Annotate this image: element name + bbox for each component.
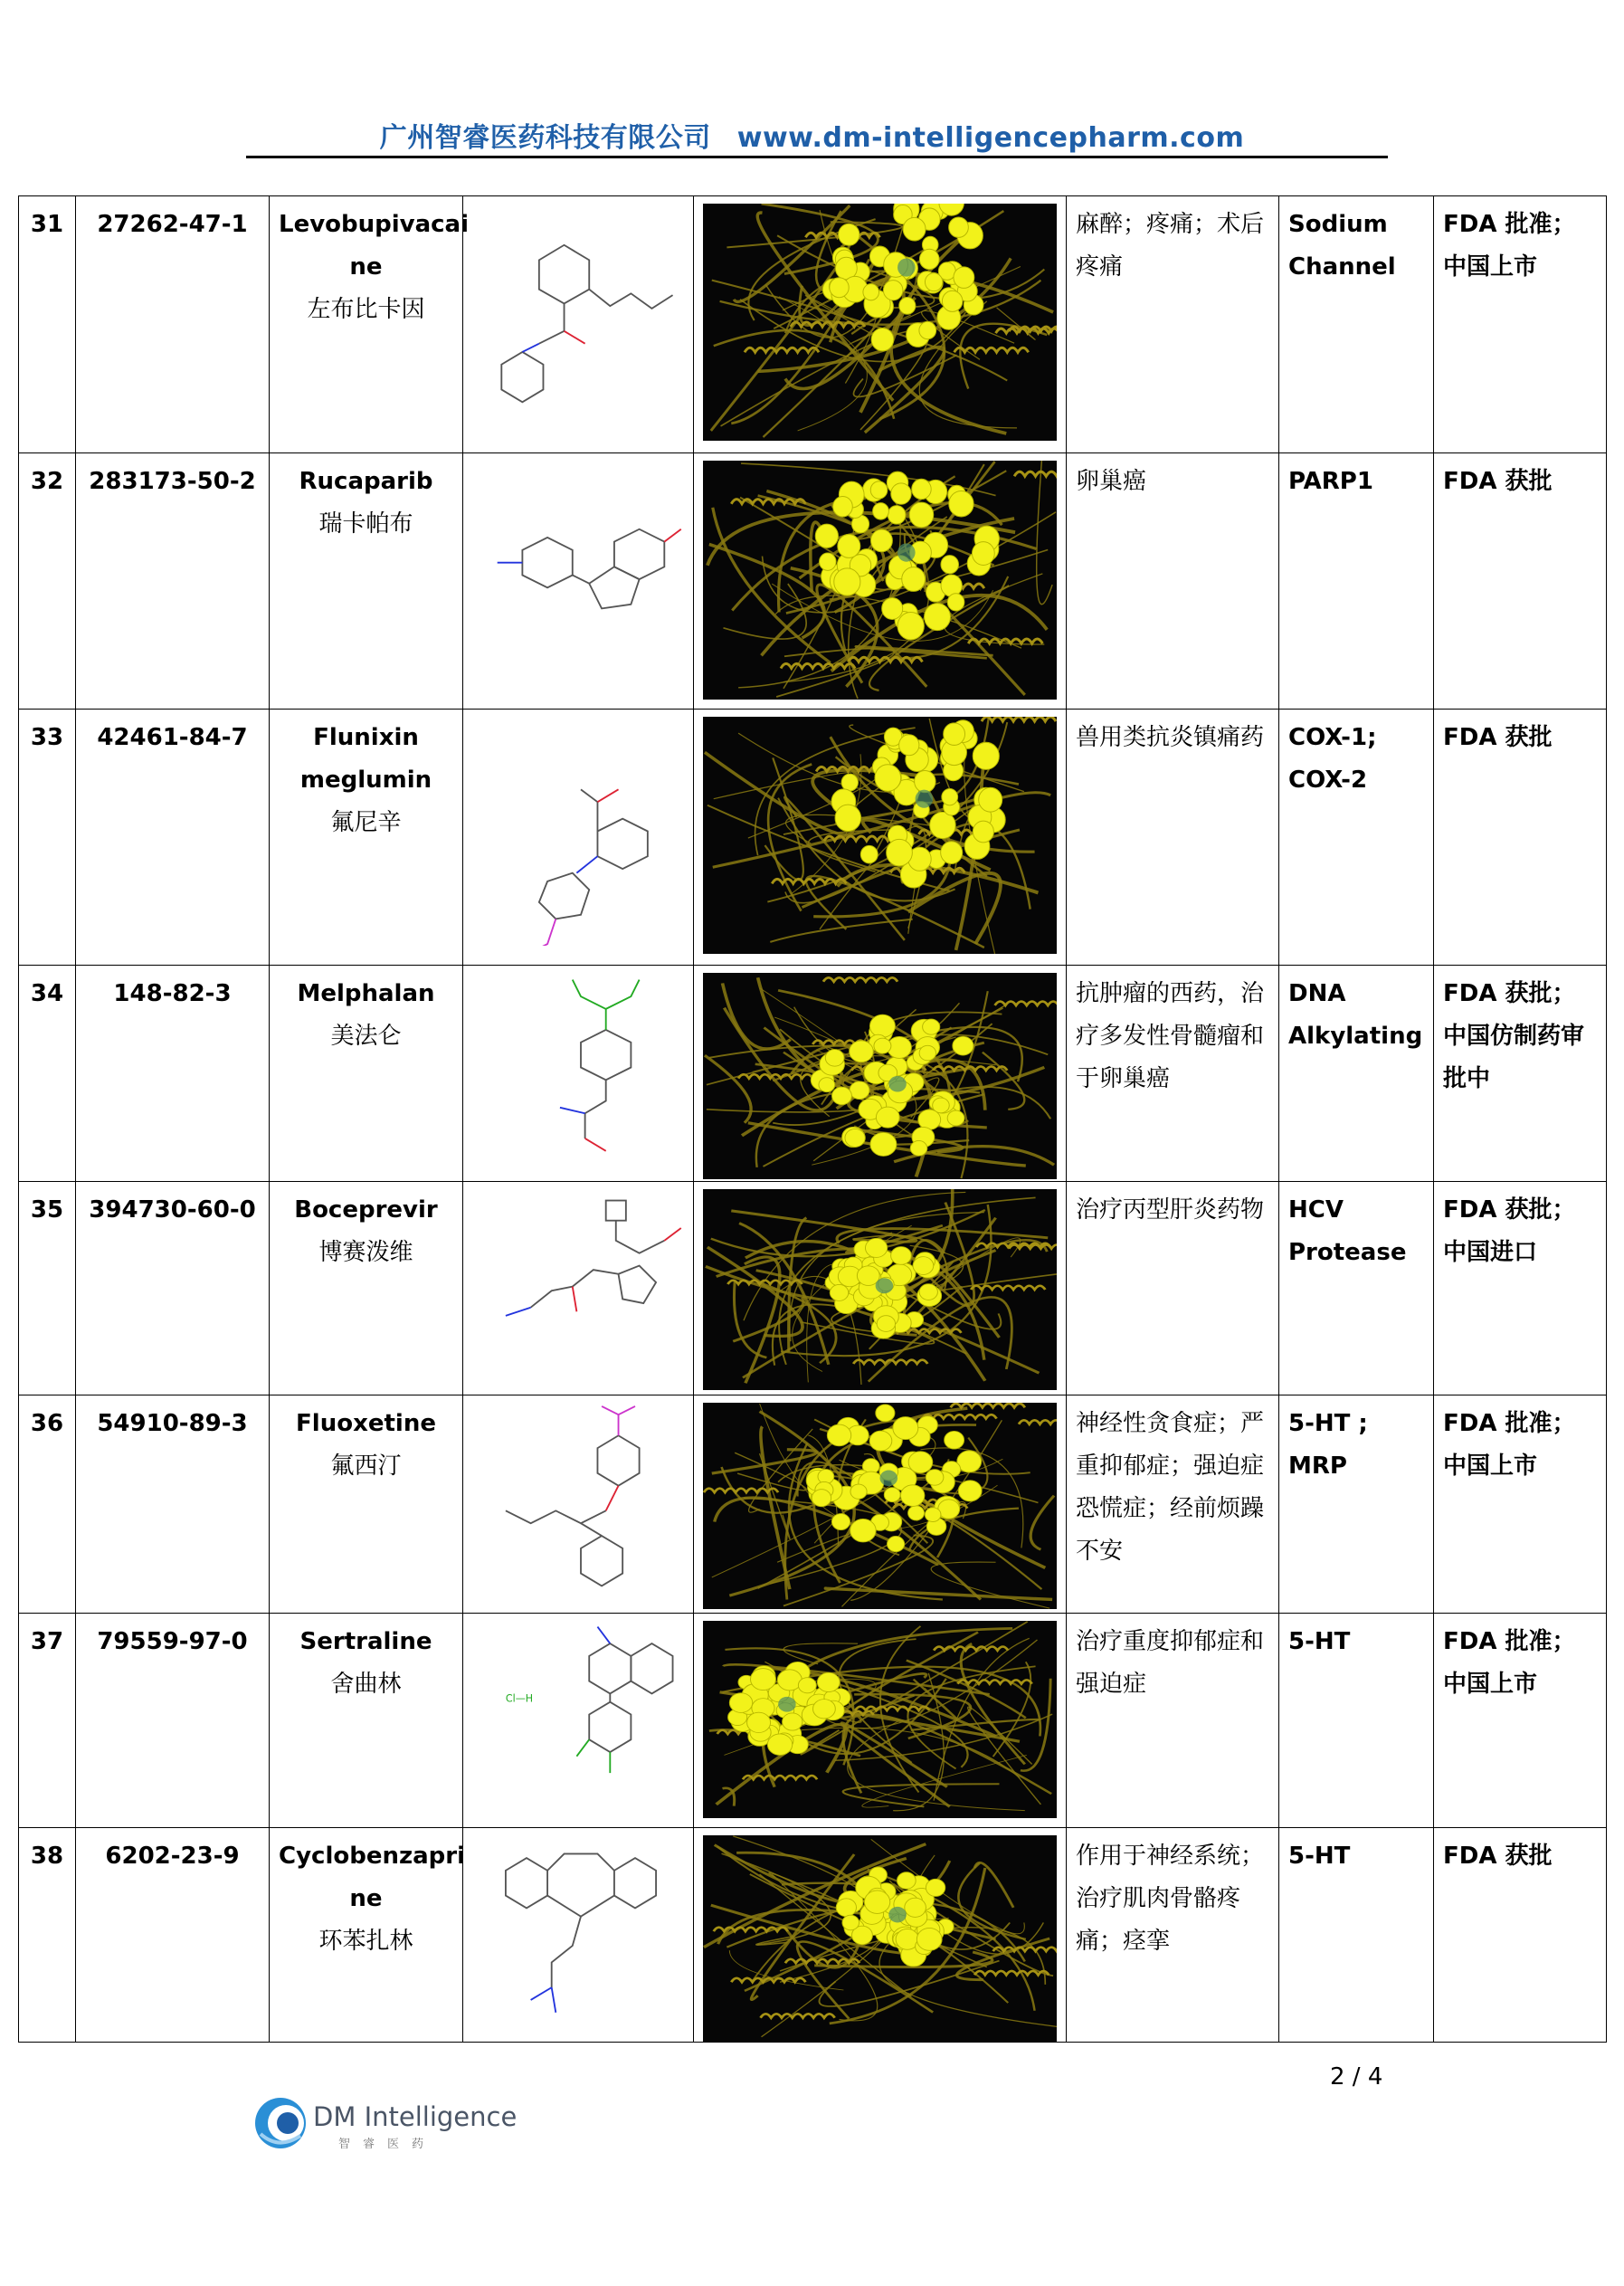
chemical-structure-image: [472, 717, 689, 946]
indication: 卵巢癌: [1067, 453, 1279, 710]
structure-cell: [463, 966, 694, 1182]
drug-name-en: Rucaparib: [299, 468, 433, 495]
structure-cell: [463, 1614, 694, 1828]
table-row: [19, 966, 1607, 1182]
company-website[interactable]: www.dm-intelligencepharm.com: [736, 122, 1245, 154]
drug-name-cn: 氟尼辛: [330, 809, 402, 836]
approval-status: FDA 批准；中国上市: [1434, 196, 1607, 453]
structure-cell: [463, 1395, 694, 1614]
docking-cell: [694, 196, 1067, 453]
page-number: 2 / 4: [1330, 2063, 1383, 2091]
drug-name-cn: 舍曲林: [330, 1671, 402, 1698]
structure-cell: [463, 1182, 694, 1395]
chemical-structure-image: [472, 204, 689, 433]
docking-image: [703, 1189, 1057, 1390]
drug-name-cell: [270, 1395, 463, 1614]
logo-text-cn: 智睿医药: [338, 2138, 437, 2151]
indication: 作用于神经系统；治疗肌肉骨骼疼痛；痉挛: [1067, 1828, 1279, 2043]
drug-name-en-cont: ne: [349, 1885, 383, 1912]
table-row: [19, 1828, 1607, 2043]
target: PARP1: [1279, 453, 1434, 710]
approval-status: FDA 批准；中国上市: [1434, 1395, 1607, 1614]
drug-name-en: Boceprevir: [294, 1196, 438, 1224]
svg-text:Cl—H: Cl—H: [505, 1692, 534, 1705]
company-logo: [252, 2092, 523, 2156]
page-header: [0, 115, 1624, 155]
target: Sodium Channel: [1279, 196, 1434, 453]
chemical-structure-image: [472, 1189, 689, 1376]
row-number: 36: [19, 1395, 76, 1614]
row-number: 38: [19, 1828, 76, 2043]
target: 5-HT: [1279, 1614, 1434, 1828]
docking-cell: [694, 1395, 1067, 1614]
target: HCV Protease: [1279, 1182, 1434, 1395]
drug-name-cell: [270, 966, 463, 1182]
docking-cell: [694, 1614, 1067, 1828]
docking-image: [703, 1621, 1057, 1818]
docking-image: [703, 717, 1057, 954]
table-row: [19, 1395, 1607, 1614]
row-number: 33: [19, 710, 76, 966]
docking-cell: [694, 453, 1067, 710]
logo-text-en: DM Intelligence: [313, 2101, 518, 2132]
approval-status: FDA 获批: [1434, 453, 1607, 710]
table-row: [19, 196, 1607, 453]
drug-name-en: Levobupivacai: [279, 211, 470, 238]
cas-number: 79559-97-0: [76, 1614, 270, 1828]
row-number: 35: [19, 1182, 76, 1395]
target: 5-HT ; MRP: [1279, 1395, 1434, 1614]
drug-table: [18, 195, 1607, 2043]
drug-name-cell: [270, 1182, 463, 1395]
docking-cell: [694, 1182, 1067, 1395]
chemical-structure-image: [472, 1621, 689, 1808]
chemical-structure-image: [472, 973, 689, 1162]
structure-cell: [463, 453, 694, 710]
row-number: 34: [19, 966, 76, 1182]
cas-number: 394730-60-0: [76, 1182, 270, 1395]
drug-name-cell: [270, 196, 470, 453]
approval-status: FDA 获批；中国进口: [1434, 1182, 1607, 1395]
company-name: 广州智睿医药科技有限公司: [379, 122, 711, 154]
approval-status: FDA 获批: [1434, 1828, 1607, 2043]
drug-name-cell: [270, 1828, 463, 2043]
target: COX-1; COX-2: [1279, 710, 1434, 966]
docking-image: [703, 973, 1057, 1179]
drug-name-en: Flunixin: [313, 724, 419, 751]
docking-cell: [694, 966, 1067, 1182]
cas-number: 54910-89-3: [76, 1395, 270, 1614]
drug-name-cn: 美法仑: [330, 1023, 402, 1050]
approval-status: FDA 获批: [1434, 710, 1607, 966]
drug-name-cell: [270, 710, 463, 966]
drug-name-cn: 氟西汀: [330, 1453, 402, 1480]
docking-image: [703, 1835, 1057, 2042]
docking-cell: [694, 710, 1067, 966]
docking-image: [703, 204, 1057, 441]
drug-name-cell: [270, 1614, 463, 1828]
drug-name-en: Cyclobenzapri: [279, 1843, 465, 1870]
drug-name-cn: 瑞卡帕布: [318, 510, 413, 538]
indication: 治疗丙型肝炎药物: [1067, 1182, 1279, 1395]
indication: 治疗重度抑郁症和强迫症: [1067, 1614, 1279, 1828]
indication: 神经性贪食症；严重抑郁症；强迫症 恐慌症；经前烦躁不安: [1067, 1395, 1279, 1614]
approval-status: FDA 获批；中国仿制药审批中: [1434, 966, 1607, 1182]
drug-name-cn: 环苯扎林: [318, 1928, 413, 1955]
docking-cell: [694, 1828, 1067, 2043]
drug-name-cn: 博赛泼维: [318, 1239, 413, 1266]
indication: 麻醉；疼痛；术后疼痛: [1067, 196, 1279, 453]
table-row: [19, 1182, 1607, 1395]
row-number: 37: [19, 1614, 76, 1828]
target: 5-HT: [1279, 1828, 1434, 2043]
structure-cell: [463, 1828, 694, 2043]
drug-name-en-cont: ne: [349, 253, 383, 281]
table-row: [19, 710, 1607, 966]
chemical-structure-image: [472, 1835, 689, 2023]
indication: 兽用类抗炎镇痛药: [1067, 710, 1279, 966]
cas-number: 148-82-3: [76, 966, 270, 1182]
target: DNA Alkylating: [1279, 966, 1434, 1182]
drug-name-cell: [270, 453, 463, 710]
drug-name-en: Sertraline: [299, 1628, 432, 1655]
docking-image: [703, 461, 1057, 700]
docking-image: [703, 1403, 1057, 1609]
chemical-structure-image: [472, 461, 689, 690]
structure-cell: [463, 710, 694, 966]
chemical-structure-image: [472, 1403, 689, 1594]
header-divider: [246, 156, 1388, 158]
drug-name-en-cont: meglumin: [299, 767, 432, 794]
table-row: [19, 1614, 1607, 1828]
drug-name-en: Melphalan: [297, 980, 435, 1007]
approval-status: FDA 批准；中国上市: [1434, 1614, 1607, 1828]
drug-name-cn: 左布比卡因: [307, 296, 425, 323]
cas-number: 27262-47-1: [76, 196, 270, 453]
cas-number: 6202-23-9: [76, 1828, 270, 2043]
cas-number: 42461-84-7: [76, 710, 270, 966]
row-number: 32: [19, 453, 76, 710]
drug-name-en: Fluoxetine: [296, 1410, 436, 1437]
cas-number: 283173-50-2: [76, 453, 270, 710]
table-row: [19, 453, 1607, 710]
indication: 抗肿瘤的西药，治疗多发性骨髓瘤和于卵巢癌: [1067, 966, 1279, 1182]
structure-cell: [463, 196, 694, 453]
logo-mark-icon: [252, 2094, 309, 2152]
row-number: 31: [19, 196, 76, 453]
